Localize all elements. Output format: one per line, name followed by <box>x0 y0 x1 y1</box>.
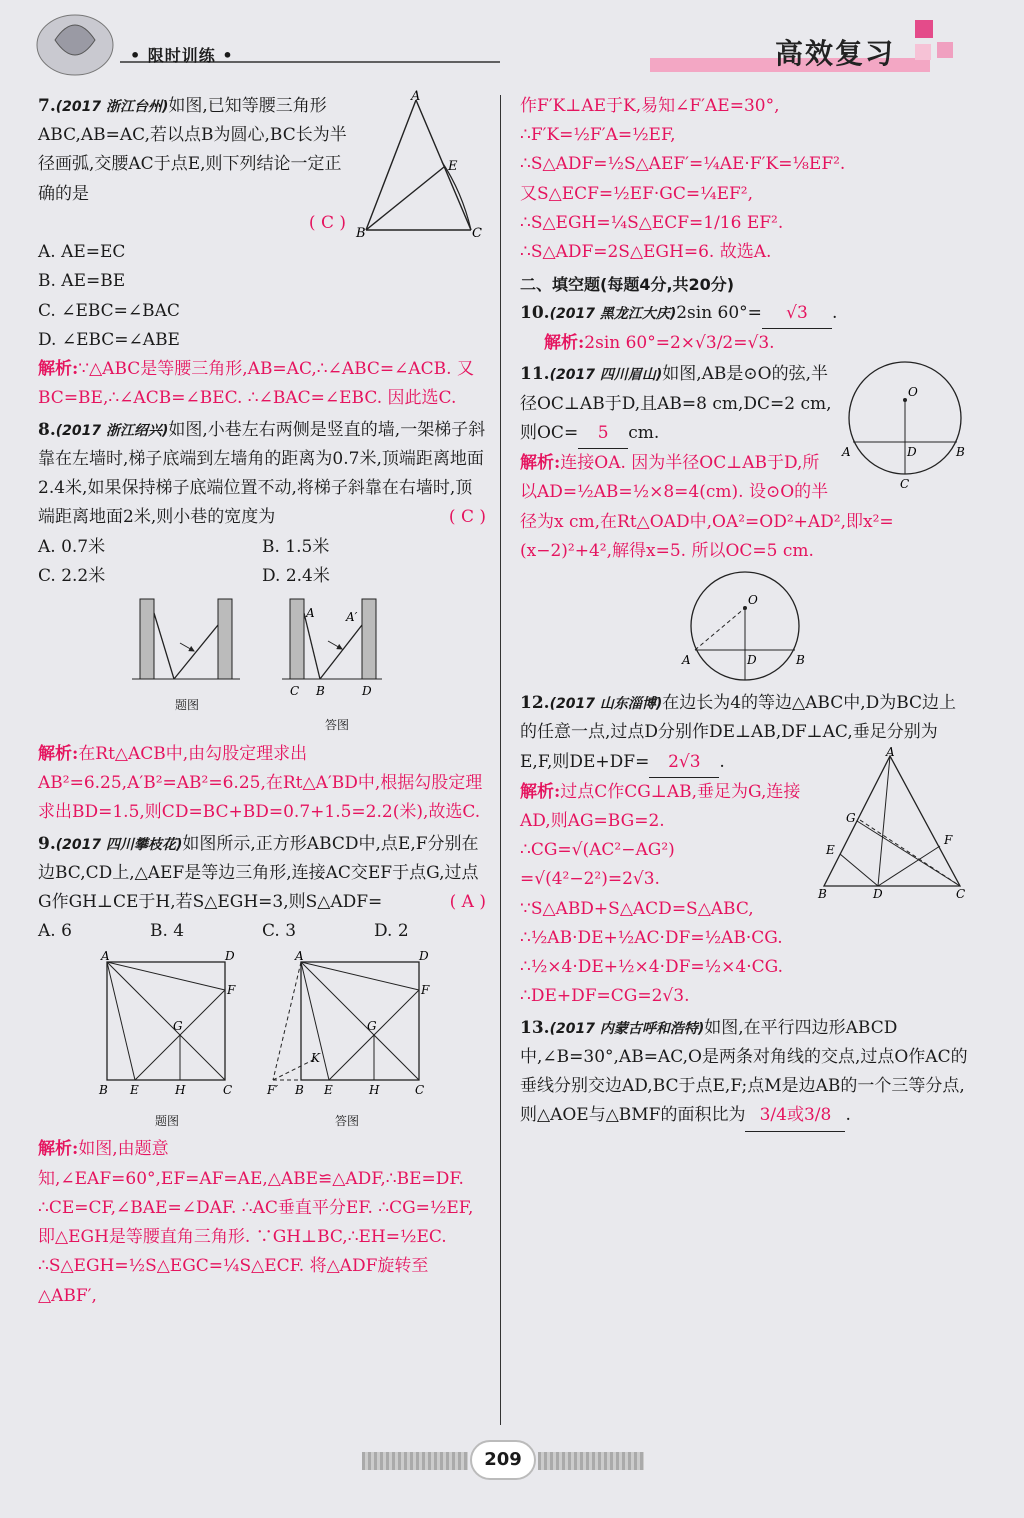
section-fill-in-blank: 二、填空题(每题4分,共20分) <box>520 275 735 295</box>
q12-end: . <box>719 751 725 772</box>
q8-fig2-label-a: A <box>306 605 315 620</box>
q8-solution-text: 在Rt△ACB中,由勾股定理求出AB²=6.25,A′B²=AB²=6.25,在Rt△A′BD中,根据勾股定理求出BD=1.5,则CD=BC+BD=0.7+1.5=2.2(米),故选C. <box>38 743 483 823</box>
q12-label-e: E <box>826 842 835 857</box>
q9-fig1-label-g: G <box>173 1019 183 1034</box>
q9-fig2-label-d: D <box>419 949 429 964</box>
q12-blank: 2√3 <box>649 748 719 778</box>
q7-answer: ( C ) <box>308 212 346 233</box>
q9-fig2-label-e: E <box>324 1083 333 1098</box>
q12-label-g: G <box>846 810 856 825</box>
q9-fig2-label-c: C <box>415 1083 425 1098</box>
q9-figure-1-caption: 题图 <box>154 1113 179 1128</box>
q9-fig1-label-e: E <box>130 1083 139 1098</box>
q11-label-d: D <box>907 445 917 460</box>
q9-fig1-label-f: F <box>227 983 236 998</box>
q7-solution-text: ∵△ABC是等腰三角形,AB=AC,∴∠ABC=∠ACB. 又BC=BE,∴∠ACB=∠BEC. ∴∠BAC=∠EBC. 因此选C. <box>38 359 474 409</box>
q12-label-b: B <box>818 886 827 901</box>
q8-source: (2017 浙江绍兴) <box>55 422 169 439</box>
q9-solution-tag: 解析: <box>38 1139 79 1160</box>
q9-solution <box>38 1135 486 1310</box>
q12-sol-line-5: ∴½AB·DE+½AC·DF=½AB·CG. <box>520 927 783 948</box>
q10-solution <box>520 329 970 358</box>
q10-number: 10. <box>520 302 550 323</box>
page-number: 209 <box>470 1440 536 1480</box>
q12-sol-line-1: 过点C作CG⊥AB,垂足为G,连接AD,则AG=BG=2. <box>520 781 801 831</box>
q9-cont-line-2: ∴F′K=½F′A=½EF, <box>520 125 676 146</box>
q11-label-a: A <box>842 445 851 460</box>
q9-option-b: B. 4 <box>150 921 185 942</box>
q9-figures <box>38 950 486 1131</box>
q11-ans-label-b: B <box>796 653 805 668</box>
q8-figure-1-caption: 题图 <box>174 698 199 713</box>
q12-number: 12. <box>520 693 550 714</box>
q11-ans-label-a: A <box>682 653 691 668</box>
page-header <box>0 0 1024 80</box>
q7-option-c: C. ∠EBC=∠BAC <box>38 300 180 321</box>
question-13 <box>520 1014 970 1132</box>
q9-option-d: D. 2 <box>374 921 409 942</box>
q12-label-c: C <box>956 886 966 901</box>
right-column <box>520 92 970 1134</box>
q9-fig2-label-f-prime: F′ <box>267 1083 279 1098</box>
q7-source: (2017 浙江台州) <box>55 99 169 115</box>
q13-end: . <box>845 1105 851 1126</box>
q8-figures <box>38 595 486 736</box>
q11-blank: 5 <box>578 419 628 449</box>
q10-solution-text: 2sin 60°=2×√3/2=√3. <box>584 333 775 354</box>
q8-solution <box>38 740 486 828</box>
q12-sol-line-4: ∵S△ABD+S△ACD=S△ABC, <box>520 898 754 919</box>
header-right-label: 高效复习 <box>775 37 896 70</box>
q9-options <box>38 917 486 946</box>
question-10 <box>520 299 970 358</box>
q9-solution-text: 如图,由题意知,∠EAF=60°,EF=AF=AE,△ABE≌△ADF,∴BE=DF. ∴CE=CF,∠BAE=∠DAF. ∴AC垂直平分EF. ∴CG=½EF,即△EGH是等腰直角三角形. ∵GH⊥BC,∴EH=½EC. ∴S△EGH=½S△EGC=¼S△ECF. 将△ADF旋转至△ABF′, <box>38 1139 474 1306</box>
q9-fig1-label-c: C <box>223 1083 233 1098</box>
q13-blank: 3/4或3/8 <box>745 1101 845 1131</box>
q9-answer: ( A ) <box>449 892 486 913</box>
q8-option-c: C. 2.2米 <box>38 565 106 586</box>
column-divider <box>500 95 501 1425</box>
page-number-bar-right <box>538 1452 644 1470</box>
q8-figure-1-graphic <box>132 595 242 685</box>
q8-option-d: D. 2.4米 <box>262 565 330 586</box>
q9-cont-line-5: ∴S△EGH=¼S△ECF=1/16 EF². ∴S△ADF=2S△EGH=6. 故选A. <box>520 212 784 263</box>
q9-fig1-label-h: H <box>175 1083 186 1098</box>
q12-sol-line-7: ∴DE+DF=CG=2√3. <box>520 986 690 1007</box>
q11-figure <box>840 360 970 490</box>
q8-figure-1 <box>132 595 242 736</box>
q11-source: (2017 四川眉山) <box>549 367 663 384</box>
q10-text: 2sin 60°= <box>676 302 762 323</box>
page-number-bar-left <box>362 1452 468 1470</box>
q8-options <box>38 533 486 591</box>
q11-solution-tag: 解析: <box>520 453 561 474</box>
q7-solution <box>38 355 486 413</box>
q8-option-b: B. 1.5米 <box>262 536 330 557</box>
q7-label-e: E <box>448 159 458 174</box>
q11-text: 如图,AB是⊙O的弦,半径OC⊥AB于D,且AB=8 cm,DC=2 cm,则OC= <box>520 364 832 443</box>
q9-solution-continued <box>520 92 970 267</box>
q9-figure-1-graphic <box>97 950 237 1100</box>
q9-option-c: C. 3 <box>262 921 297 942</box>
q9-cont-line-3: ∴S△ADF=½S△AEF′=¼AE·F′K=⅛EF². <box>520 154 846 175</box>
q10-solution-tag: 解析: <box>544 333 585 354</box>
q11-answer-figure <box>680 570 810 685</box>
q12-figure <box>810 744 970 901</box>
q8-number: 8. <box>38 419 56 440</box>
question-12 <box>520 689 970 1012</box>
header-left-label: • 限时训练 • <box>130 46 234 65</box>
q7-label-c: C <box>472 226 482 241</box>
q11-solution-text: 连接OA. 因为半径OC⊥AB于D,所以AD=½AB=½×8=4(cm). 设⊙O的半径为x cm,在Rt△OAD中,OA²=OD²+AD²,即x²=(x−2)²+4²,解得x=5. 所以OC=5 cm. <box>520 453 894 561</box>
q12-sol-line-6: ∴½×4·DE+½×4·DF=½×4·CG. <box>520 957 783 978</box>
left-column <box>38 89 486 1313</box>
q9-cont-line-4: 又S△ECF=½EF·GC=¼EF², <box>520 183 753 204</box>
q13-number: 13. <box>520 1017 550 1038</box>
q13-text: 如图,在平行四边形ABCD中,∠B=30°,AB=AC,O是两条对角线的交点,过点O作AC的垂线分别交边AD,BC于点E,F;点M是边AB的一个三等分点,则△AOE与△BMF的面积比为 <box>520 1017 968 1126</box>
q8-answer: ( C ) <box>448 507 486 528</box>
q12-text: 在边长为4的等边△ABC中,D为BC边上的任意一点,过点D分别作DE⊥AB,DF⊥AC,垂足分别为E,F,则DE+DF= <box>520 693 957 772</box>
q8-option-a: A. 0.7米 <box>38 536 106 557</box>
q9-fig2-label-f: F <box>421 983 430 998</box>
q8-text: 如图,小巷左右两侧是竖直的墙,一架梯子斜靠在左墙时,梯子底端到左墙角的距离为0.7米,顶端距离地面2.4米,如果保持梯子底端位置不动,将梯子斜靠在右墙时,顶端距离地面2米,则小巷的宽度为 <box>38 419 486 528</box>
q8-fig2-label-c: C <box>290 683 300 698</box>
q9-fig2-label-a: A <box>295 949 304 964</box>
question-7 <box>38 89 486 414</box>
q9-figure-2 <box>267 949 430 1131</box>
q9-text: 如图所示,正方形ABCD中,点E,F分别在边BC,CD上,△AEF是等边三角形,连接AC交EF于点G,过点G作GH⊥CE于H,若S△EGH=3,则S△ADF= <box>38 833 479 913</box>
q7-option-a: A. AE=EC <box>38 242 126 263</box>
q9-source: (2017 四川攀枝花) <box>55 836 183 853</box>
q11-number: 11. <box>520 364 550 385</box>
q8-solution-tag: 解析: <box>38 743 79 764</box>
q9-figure-2-caption: 答图 <box>334 1113 359 1128</box>
q9-fig1-label-a: A <box>101 949 110 964</box>
q8-fig2-label-d: D <box>362 683 372 698</box>
q11-ans-label-o: O <box>748 593 758 608</box>
q9-fig2-label-g: G <box>367 1019 377 1034</box>
question-11 <box>520 360 970 685</box>
q9-fig2-label-b: B <box>295 1083 304 1098</box>
q7-solution-tag: 解析: <box>38 359 79 380</box>
q12-sol-line-3: =√(4²−2²)=2√3. <box>520 869 660 890</box>
q12-solution-tag: 解析: <box>520 781 561 802</box>
q9-figure-1 <box>97 950 237 1131</box>
q13-source: (2017 内蒙古呼和浩特) <box>549 1020 705 1037</box>
q9-figure-2-graphic <box>267 949 430 1100</box>
q9-fig1-label-d: D <box>225 949 235 964</box>
q11-label-o: O <box>908 385 918 400</box>
q8-fig2-label-a-prime: A′ <box>346 609 358 624</box>
q11-label-c: C <box>900 477 910 492</box>
q10-end: . <box>831 302 838 323</box>
q7-option-d: D. ∠EBC=∠ABE <box>38 329 180 350</box>
q9-cont-line-1: 作F′K⊥AE于K,易知∠F′AE=30°, <box>520 96 780 116</box>
q10-source: (2017 黑龙江大庆) <box>549 305 677 322</box>
q9-option-a: A. 6 <box>38 921 72 942</box>
q11-unit: cm. <box>628 422 660 443</box>
q9-number: 9. <box>38 833 56 854</box>
question-8 <box>38 416 486 828</box>
q12-source: (2017 山东淄博) <box>549 696 663 713</box>
q12-sol-line-2: ∴CG=√(AC²−AG²) <box>520 840 675 861</box>
q11-ans-label-d: D <box>747 653 757 668</box>
q12-label-d: D <box>873 886 883 901</box>
q8-figure-2 <box>282 595 392 736</box>
q12-label-f: F <box>944 832 953 847</box>
q8-figure-2-graphic <box>282 595 392 705</box>
q8-figure-2-caption: 答图 <box>324 718 349 733</box>
q8-fig2-label-b: B <box>316 683 325 698</box>
q7-number: 7. <box>38 96 56 116</box>
q9-fig1-label-b: B <box>99 1083 108 1098</box>
q7-label-b: B <box>356 226 366 241</box>
q10-blank: √3 <box>762 299 832 329</box>
q11-answer-figure-wrap <box>520 570 970 685</box>
q9-fig2-label-h: H <box>369 1083 380 1098</box>
q7-text: 如图,已知等腰三角形ABC,AB=AC,若以点B为圆心,BC长为半径画弧,交腰AC于点E,则下列结论一定正确的是 <box>38 96 347 204</box>
q12-label-a: A <box>886 744 895 759</box>
q9-fig2-label-k: K <box>311 1051 320 1066</box>
question-9 <box>38 830 486 1311</box>
q7-label-a: A <box>411 89 421 104</box>
q11-label-b: B <box>956 445 965 460</box>
q7-figure <box>356 89 486 241</box>
q7-option-b: B. AE=BE <box>38 271 126 292</box>
